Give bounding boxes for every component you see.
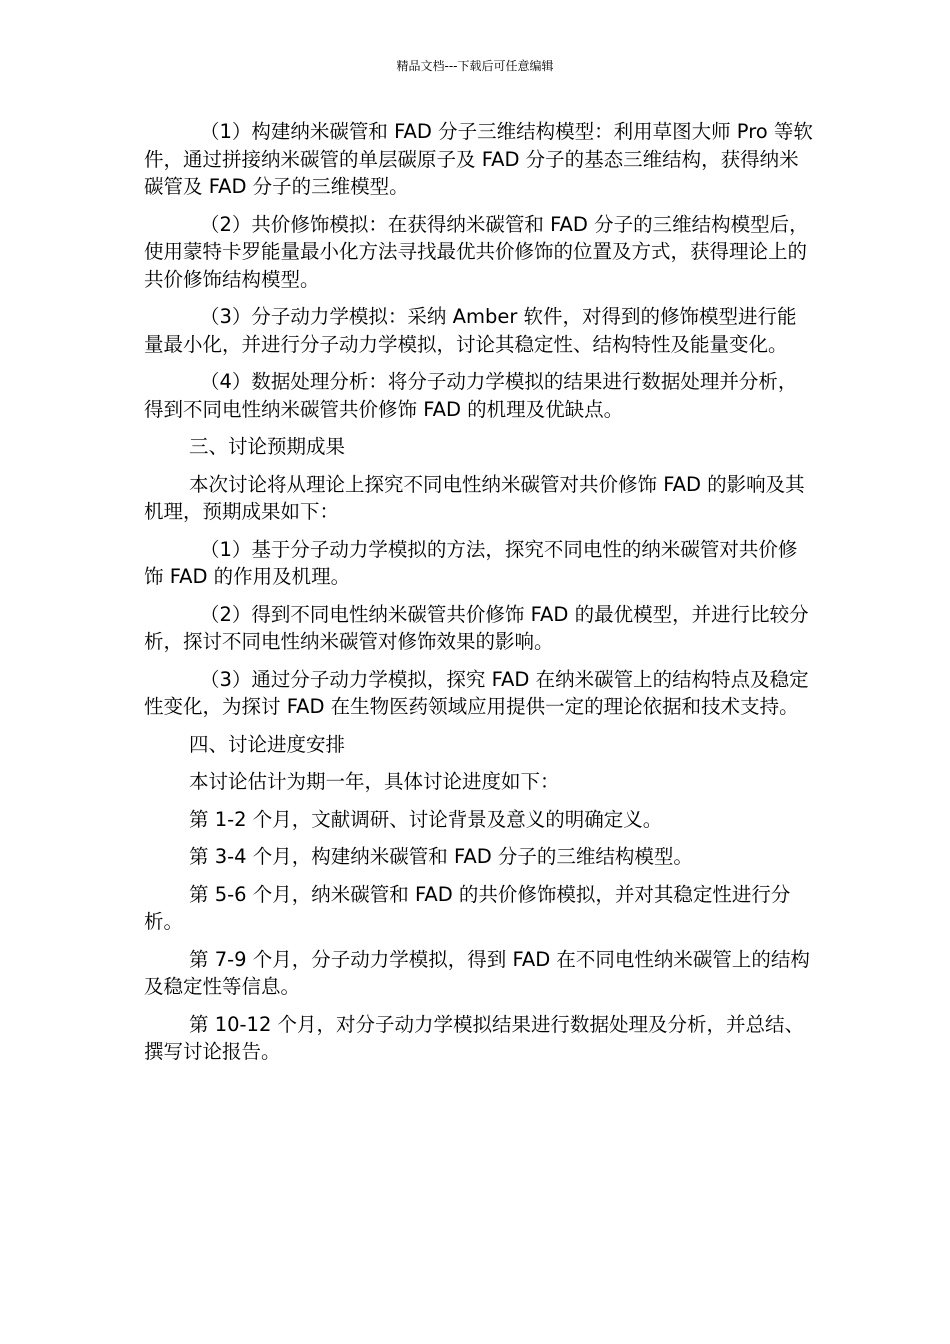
document-body (144, 118, 816, 1076)
paragraph-expected-1: （1）基于分子动力学模拟的方法，探究不同电性的纳米碳管对共价修饰 FAD 的作用及机理。 (144, 537, 798, 588)
paragraph-schedule-4: 第 7-9 个月，分子动力学模拟，得到 FAD 在不同电性纳米碳管上的结构及稳定性等信息。 (144, 947, 810, 998)
paragraph-expected-2: （2）得到不同电性纳米碳管共价修饰 FAD 的最优模型，并进行比较分析，探讨不同电性纳米碳管对修饰效果的影响。 (144, 602, 809, 653)
paragraph-step-4: （4）数据处理分析：将分子动力学模拟的结果进行数据处理并分析，得到不同电性纳米碳管共价修饰 FAD 的机理及优缺点。 (144, 370, 798, 421)
paragraph-expected-intro: 本次讨论将从理论上探究不同电性纳米碳管对共价修饰 FAD 的影响及其机理，预期成果如下： (144, 472, 805, 523)
paragraph-schedule-5: 第 10-12 个月，对分子动力学模拟结果进行数据处理及分析，并总结、撰写讨论报告。 (144, 1012, 805, 1063)
paragraph-schedule-2: 第 3-4 个月，构建纳米碳管和 FAD 分子的三维结构模型。 (189, 845, 693, 868)
section-heading-3: 三、讨论预期成果 (189, 435, 346, 458)
paragraph-schedule-3: 第 5-6 个月，纳米碳管和 FAD 的共价修饰模拟，并对其稳定性进行分析。 (144, 882, 791, 933)
paragraph-step-1: （1）构建纳米碳管和 FAD 分子三维结构模型：利用草图大师 Pro 等软件，通过拼接纳米碳管的单层碳原子及 FAD 分子的基态三维结构，获得纳米碳管及 FAD 分子的三维模型。 (144, 120, 813, 198)
paragraph-expected-3: （3）通过分子动力学模拟，探究 FAD 在纳米碳管上的结构特点及稳定性变化，为探讨 FAD 在生物医药领域应用提供一定的理论依据和技术支持。 (144, 667, 809, 718)
section-heading-4: 四、讨论进度安排 (189, 732, 346, 756)
paragraph-schedule-1: 第 1-2 个月，文献调研、讨论背景及意义的明确定义。 (189, 807, 663, 831)
paragraph-step-3: （3）分子动力学模拟：采纳 Amber 软件，对得到的修饰模型进行能量最小化，并进行分子动力学模拟，讨论其稳定性、结构特性及能量变化。 (144, 305, 797, 356)
page-header: 精品文档---下载后可任意编辑 (396, 59, 554, 73)
paragraph-schedule-intro: 本讨论估计为期一年，具体讨论进度如下： (189, 770, 560, 793)
paragraph-step-2: （2）共价修饰模拟：在获得纳米碳管和 FAD 分子的三维结构模型后，使用蒙特卡罗能量最小化方法寻找最优共价修饰的位置及方式，获得理论上的共价修饰结构模型。 (144, 212, 809, 291)
